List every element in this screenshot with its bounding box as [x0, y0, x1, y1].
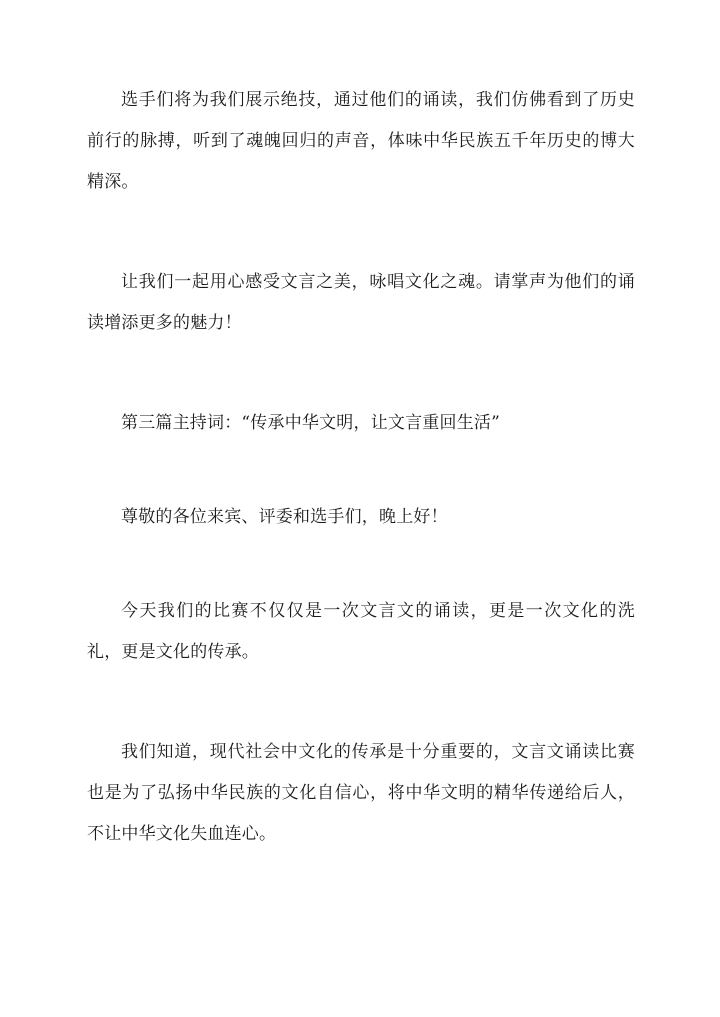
paragraph-6: 我们知道，现代社会中文化的传承是十分重要的，文言文诵读比赛也是为了弘扬中华民族的文化自信心，将中华文明的精华传递给后人，不让中华文化失血连心。 — [87, 742, 635, 844]
paragraph-2: 让我们一起用心感受文言之美，咏唱文化之魂。请掌声为他们的诵读增添更多的魅力！ — [87, 272, 635, 333]
paragraph-5: 今天我们的比赛不仅仅是一次文言文的诵读，更是一次文化的洗礼，更是文化的传承。 — [87, 601, 635, 662]
paragraph-greeting: 尊敬的各位来宾、评委和选手们，晚上好！ — [121, 507, 448, 527]
paragraph-heading-3: 第三篇主持词：“传承中华文明，让文言重回生活” — [121, 413, 500, 433]
paragraph-1: 选手们将为我们展示绝技，通过他们的诵读，我们仿佛看到了历史前行的脉搏，听到了魂魄回归的声音，体味中华民族五千年历史的博大精深。 — [87, 90, 635, 192]
